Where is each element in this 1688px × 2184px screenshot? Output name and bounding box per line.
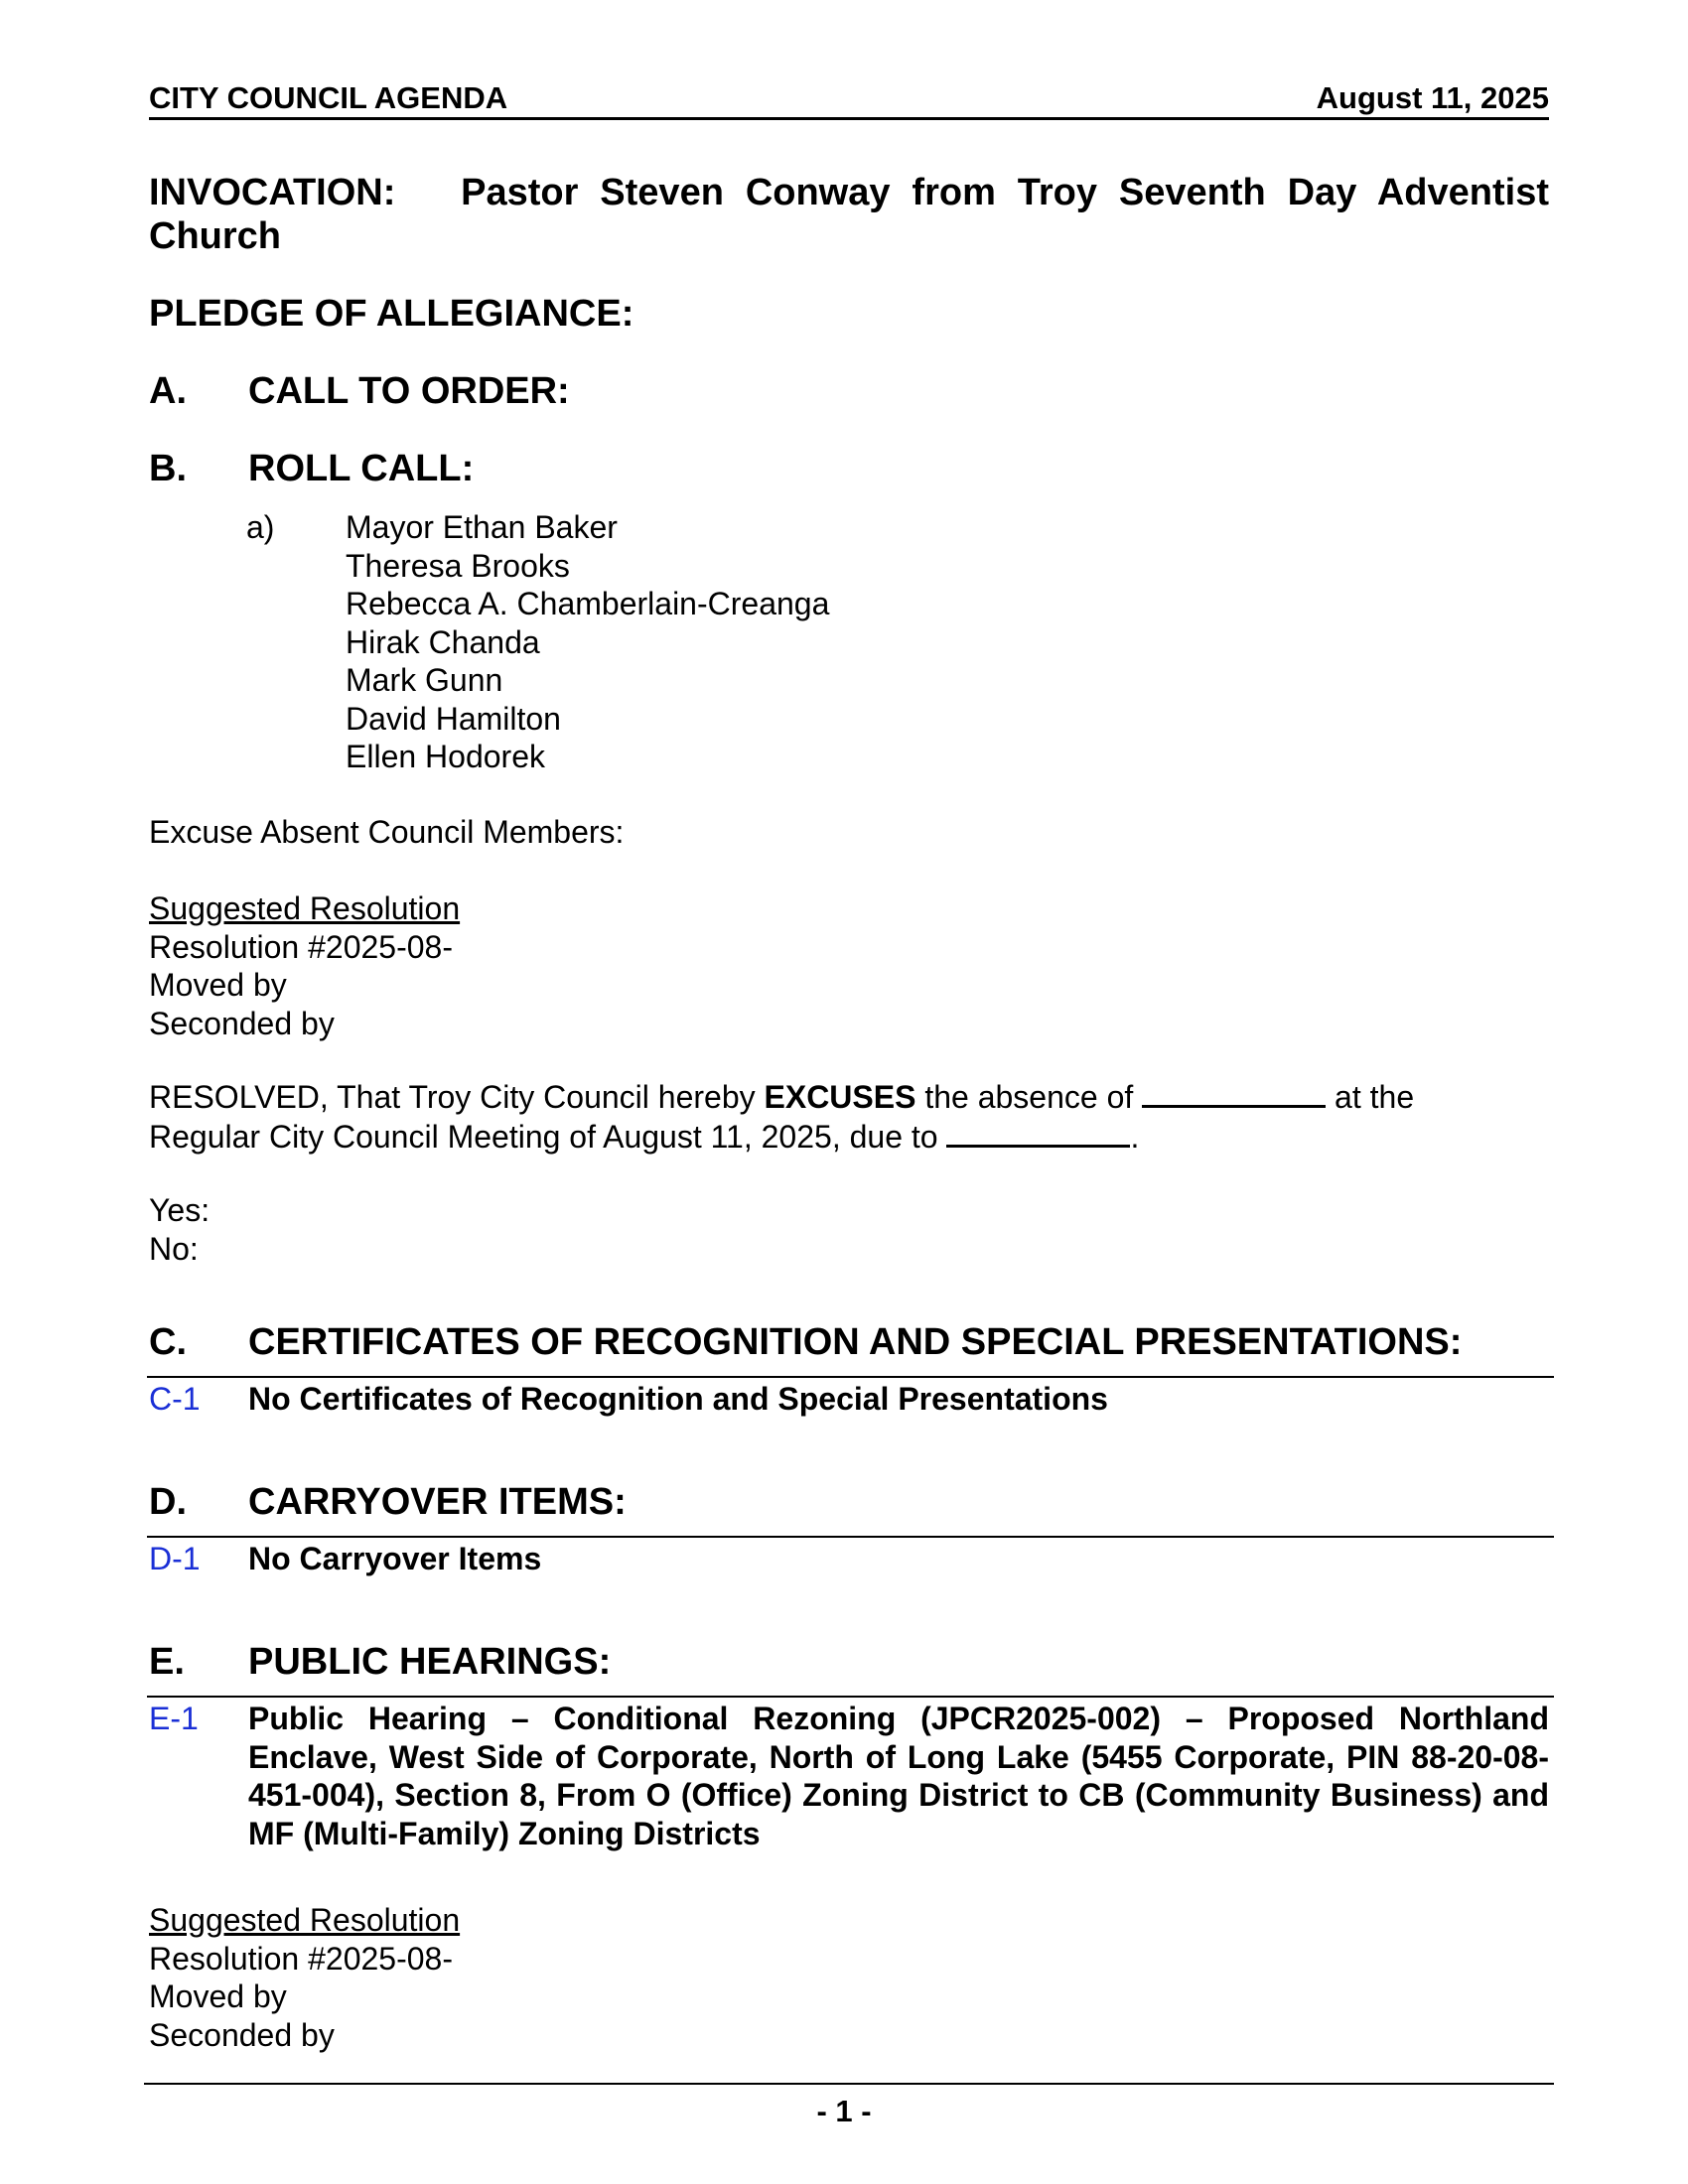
roll-call-member: Mayor Ethan Baker [346, 509, 618, 545]
resolution-heading: Suggested Resolution [149, 890, 461, 926]
resolved-text: . [1130, 1118, 1140, 1155]
roll-call-member: David Hamilton [346, 700, 561, 737]
resolution-heading: Suggested Resolution [149, 1902, 461, 1938]
header-date: August 11, 2025 [1316, 80, 1549, 115]
section-rule [147, 1376, 1554, 1378]
section-b [149, 447, 1549, 490]
resolution-number: Resolution #2025-08- [149, 928, 453, 965]
section-letter: B. [149, 448, 187, 489]
section-title: CERTIFICATES OF RECOGNITION AND SPECIAL PRESENTATIONS: [248, 1321, 1463, 1363]
section-rule [147, 1696, 1554, 1698]
invocation-label: INVOCATION: [149, 172, 396, 213]
resolution-moved: Moved by [149, 1979, 287, 2014]
section-rule [147, 1536, 1554, 1538]
item-number: E-1 [149, 1701, 199, 1736]
header-title: CITY COUNCIL AGENDA [149, 80, 508, 115]
section-letter: A. [149, 370, 187, 412]
invocation-text: Pastor Steven Conway from Troy Seventh Day Adventist Church [149, 172, 1549, 257]
section-letter: C. [149, 1321, 187, 1363]
resolved-text: the absence of [924, 1079, 1134, 1115]
roll-call-member: Ellen Hodorek [346, 739, 545, 774]
vote-no: No: [149, 1230, 199, 1267]
page-number: - 1 - [816, 2094, 872, 2128]
blank-line [1142, 1077, 1326, 1108]
section-letter: E. [149, 1641, 185, 1683]
resolved-text: Regular City Council Meeting of August 11, 2025, due to [149, 1118, 938, 1155]
footer-rule [144, 2083, 1554, 2085]
item-title: No Carryover Items [248, 1541, 542, 1576]
blank-line [946, 1117, 1130, 1148]
vote-yes: Yes: [149, 1192, 211, 1228]
resolved-bold-text: EXCUSES [764, 1079, 916, 1115]
item-number: C-1 [149, 1381, 201, 1417]
roll-call-member: Rebecca A. Chamberlain-Creanga [346, 586, 830, 621]
section-title: CALL TO ORDER: [248, 370, 570, 412]
roll-call-member: Theresa Brooks [346, 547, 570, 584]
invocation [149, 171, 1549, 258]
section-e [149, 1640, 1549, 1684]
resolution-seconded: Seconded by [149, 2016, 335, 2053]
roll-call-member: Mark Gunn [346, 662, 503, 698]
vote-block [149, 1191, 210, 1268]
section-a [149, 369, 1549, 413]
page-header [149, 79, 1549, 120]
resolved-text: RESOLVED, That Troy City Council hereby [149, 1079, 756, 1115]
item-title: Public Hearing – Conditional Rezoning (JPCR2025-002) – Proposed Northland Enclave, West Side of Corporate, North of Long Lake (5455 Corporate, PIN 88-20-08-451-004), Section 8, From O (Office) Zoning District to CB (Community Business) and MF (Multi-Family) Zoning Districts [248, 1701, 1549, 1851]
resolution-moved: Moved by [149, 967, 287, 1003]
resolution-number: Resolution #2025-08- [149, 1940, 453, 1977]
roll-call-marker: a) [246, 509, 275, 545]
resolved-text: at the [1335, 1079, 1415, 1115]
excuse-label: Excuse Absent Council Members: [149, 814, 625, 850]
section-title: PUBLIC HEARINGS: [248, 1641, 612, 1683]
item-title: No Certificates of Recognition and Special Presentations [248, 1381, 1108, 1417]
roll-call-list [346, 508, 829, 776]
section-letter: D. [149, 1481, 187, 1523]
section-title: CARRYOVER ITEMS: [248, 1481, 627, 1523]
suggested-resolution-1 [149, 889, 460, 1042]
section-title: ROLL CALL: [248, 448, 475, 489]
section-d [149, 1480, 1549, 1524]
section-c [149, 1320, 1549, 1364]
item-number: D-1 [149, 1541, 201, 1576]
roll-call-member: Hirak Chanda [346, 623, 540, 660]
suggested-resolution-2 [149, 1901, 460, 2054]
pledge-heading: PLEDGE OF ALLEGIANCE: [149, 293, 634, 335]
resolution-seconded: Seconded by [149, 1005, 335, 1041]
resolved-paragraph [149, 1077, 1559, 1156]
